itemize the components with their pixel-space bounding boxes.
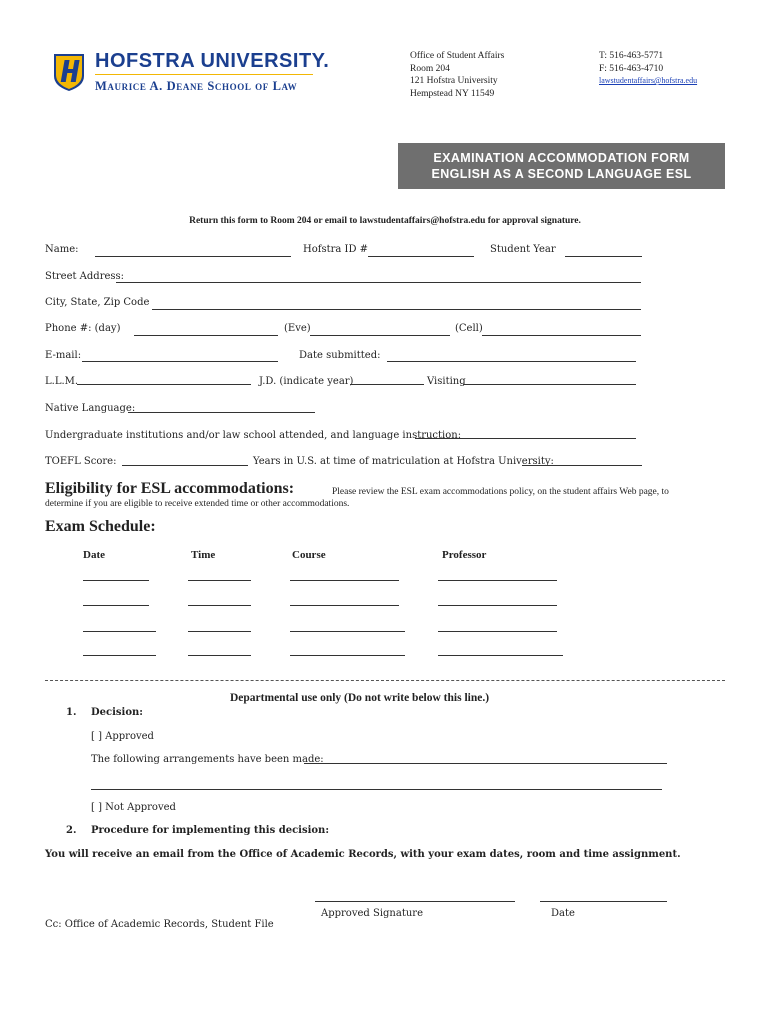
student-year-label: Student Year [490, 244, 556, 255]
schedule-professor-field[interactable] [438, 655, 563, 656]
arrangements-field-continued[interactable] [91, 789, 662, 790]
native-language-label: Native Language: [45, 403, 136, 414]
university-name: HOFSTRA UNIVERSITY. [95, 50, 330, 72]
column-header-date: Date [83, 549, 105, 561]
address-line: Office of Student Affairs [410, 51, 505, 61]
address-line: Hempstead NY 11549 [410, 88, 495, 99]
school-name: Maurice A. Deane School of Law [95, 79, 298, 93]
phone-cell-label: (Cell) [455, 323, 483, 334]
departmental-use-heading: Departmental use only (Do not write below this line.) [230, 692, 490, 704]
schedule-professor-field[interactable] [438, 580, 557, 581]
email-label: E-mail: [45, 350, 82, 361]
signature-date-label: Date [551, 908, 575, 919]
item-1-number: 1. [66, 707, 77, 718]
arrangements-field[interactable] [304, 763, 667, 764]
years-us-field[interactable] [522, 465, 642, 466]
phone-eve-label: (Eve) [284, 323, 311, 334]
phone-eve-field[interactable] [310, 335, 450, 336]
hofstra-shield-logo [52, 52, 86, 92]
schedule-date-field[interactable] [83, 631, 156, 632]
hofstra-id-field[interactable] [368, 256, 474, 257]
schedule-date-field[interactable] [83, 655, 156, 656]
form-title-box [398, 143, 725, 189]
column-header-professor: Professor [442, 549, 487, 561]
header-divider [95, 74, 313, 75]
phone-day-field[interactable] [134, 335, 278, 336]
phone-cell-field[interactable] [482, 335, 641, 336]
jd-field[interactable] [350, 384, 424, 385]
return-instruction: Return this form to Room 204 or email to lawstudentaffairs@hofstra.edu for approval signature. [189, 216, 581, 226]
toefl-label: TOEFL Score: [45, 456, 117, 467]
schedule-time-field[interactable] [188, 605, 251, 606]
undergrad-label: Undergraduate institutions and/or law school attended, and language instruction: [45, 430, 462, 441]
date-submitted-field[interactable] [387, 361, 636, 362]
schedule-course-field[interactable] [290, 631, 405, 632]
fax-number: F: 516-463-4710 [599, 63, 664, 74]
native-language-field[interactable] [128, 412, 315, 413]
approved-checkbox[interactable]: [ ] Approved [91, 731, 154, 742]
llm-label: L.L.M. [45, 376, 79, 387]
jd-label: J.D. (indicate year) [259, 376, 354, 387]
schedule-professor-field[interactable] [438, 605, 557, 606]
city-label: City, State, Zip Code [45, 297, 150, 308]
column-header-time: Time [191, 549, 216, 561]
office-address [410, 50, 504, 100]
approved-signature-label: Approved Signature [321, 908, 423, 919]
schedule-professor-field[interactable] [438, 631, 557, 632]
form-subtitle: ENGLISH AS A SECOND LANGUAGE ESL [431, 167, 692, 181]
date-submitted-label: Date submitted: [299, 350, 381, 361]
schedule-time-field[interactable] [188, 580, 251, 581]
form-title: EXAMINATION ACCOMMODATION FORM [433, 151, 690, 165]
eligibility-text-continued: determine if you are eligible to receive extended time or other accommodations. [45, 499, 350, 509]
schedule-date-field[interactable] [83, 580, 149, 581]
name-field[interactable] [95, 256, 291, 257]
phone-day-label: Phone #: (day) [45, 323, 121, 334]
email-notice: You will receive an email from the Office of Academic Records, with your exam dates, room and time assignment. [45, 849, 681, 860]
item-2-number: 2. [66, 825, 77, 836]
schedule-date-field[interactable] [83, 605, 149, 606]
address-line: Room 204 [410, 63, 450, 74]
schedule-course-field[interactable] [290, 605, 399, 606]
cc-note: Cc: Office of Academic Records, Student File [45, 919, 274, 930]
eligibility-text: Please review the ESL exam accommodations policy, on the student affairs Web page, to [332, 487, 669, 497]
street-label: Street Address: [45, 271, 125, 282]
decision-label: Decision: [91, 707, 143, 718]
contact-info [599, 50, 697, 88]
student-year-field[interactable] [565, 256, 642, 257]
eligibility-heading: Eligibility for ESL accommodations: [45, 480, 295, 497]
hofstra-id-label: Hofstra ID # [303, 244, 369, 255]
column-header-course: Course [292, 549, 326, 561]
schedule-course-field[interactable] [290, 580, 399, 581]
email-field[interactable] [82, 361, 278, 362]
name-label: Name: [45, 244, 79, 255]
approved-signature-field[interactable] [315, 901, 515, 902]
city-field[interactable] [152, 309, 641, 310]
signature-date-field[interactable] [540, 901, 667, 902]
address-line: 121 Hofstra University [410, 76, 498, 86]
street-field[interactable] [116, 282, 641, 283]
schedule-time-field[interactable] [188, 655, 251, 656]
exam-schedule-heading: Exam Schedule: [45, 518, 156, 535]
undergrad-field[interactable] [415, 438, 636, 439]
cut-line-divider [45, 680, 725, 681]
not-approved-checkbox[interactable]: [ ] Not Approved [91, 802, 176, 813]
procedure-label: Procedure for implementing this decision: [91, 825, 330, 836]
visiting-field[interactable] [463, 384, 636, 385]
schedule-course-field[interactable] [290, 655, 405, 656]
years-us-label: Years in U.S. at time of matriculation at Hofstra University: [253, 456, 554, 467]
visiting-label: Visiting [427, 376, 466, 387]
toefl-field[interactable] [122, 465, 248, 466]
schedule-time-field[interactable] [188, 631, 251, 632]
llm-field[interactable] [77, 384, 251, 385]
contact-email-link[interactable]: lawstudentaffairs@hofstra.edu [599, 76, 698, 85]
phone-number: T: 516-463-5771 [599, 51, 664, 61]
arrangements-label: The following arrangements have been made: [91, 754, 324, 765]
